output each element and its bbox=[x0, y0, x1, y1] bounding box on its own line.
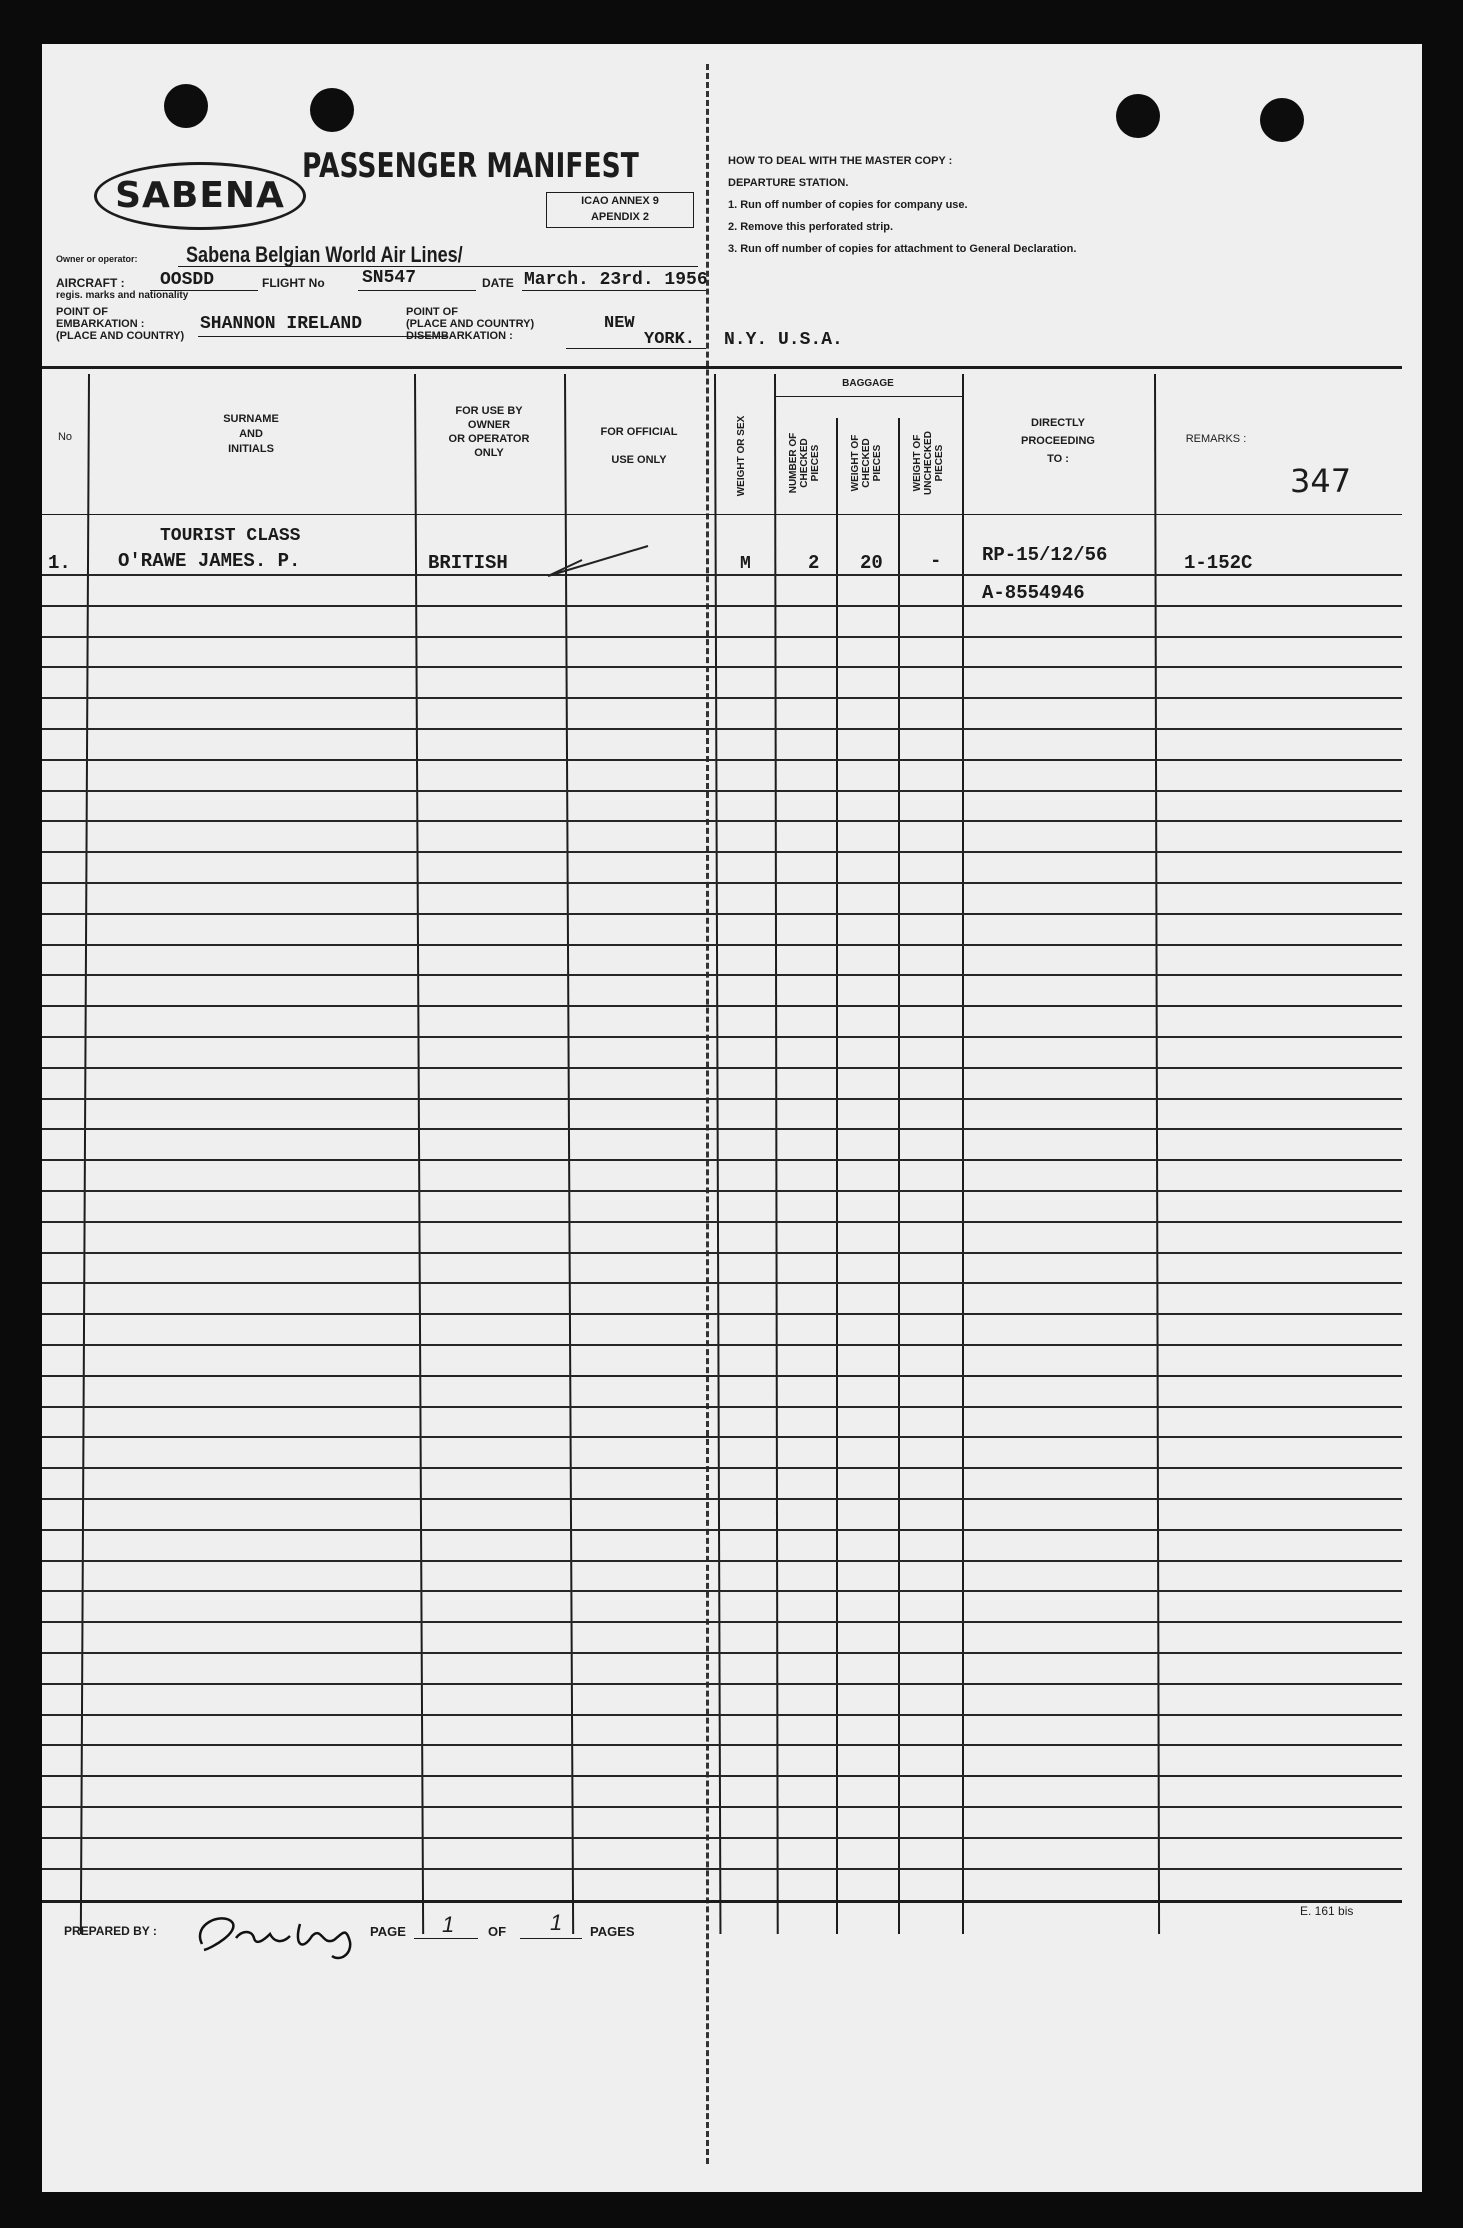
pages-label: PAGES bbox=[590, 1924, 635, 1939]
disembark-label-line: DISEMBARKATION : bbox=[406, 330, 513, 342]
row-rule bbox=[42, 697, 1402, 699]
row-rule bbox=[42, 944, 1402, 946]
row-rule bbox=[42, 913, 1402, 915]
col-header-weight-sex: WEIGHT OR SEX bbox=[736, 415, 747, 497]
sabena-logo: SABENA bbox=[94, 162, 306, 230]
aircraft-value: OOSDD bbox=[160, 270, 215, 290]
row-proceeding-1: RP-15/12/56 bbox=[982, 544, 1108, 566]
row-sex: M bbox=[740, 554, 751, 574]
embark-value: SHANNON IRELAND bbox=[200, 314, 363, 334]
row-rule bbox=[42, 1529, 1402, 1531]
instruction-line: 2. Remove this perforated strip. bbox=[728, 221, 894, 233]
col-header-line: PROCEEDING bbox=[1021, 435, 1095, 447]
instruction-line: HOW TO DEAL WITH THE MASTER COPY : bbox=[728, 155, 953, 167]
table-bottom-line bbox=[42, 1900, 1402, 1903]
row-rule bbox=[42, 666, 1402, 668]
row-rule bbox=[42, 1221, 1402, 1223]
row-rule bbox=[42, 1560, 1402, 1562]
col-header-line: TO : bbox=[1047, 453, 1069, 465]
row-rule bbox=[42, 1590, 1402, 1592]
row-rule bbox=[42, 1467, 1402, 1469]
col-rule bbox=[836, 418, 838, 1934]
instructions bbox=[728, 150, 1076, 260]
col-header-line: UNCHECKED bbox=[923, 431, 934, 495]
flight-underline bbox=[358, 290, 476, 291]
col-header-line: CHECKED bbox=[799, 438, 810, 488]
col-header-line: OR OPERATOR bbox=[448, 433, 530, 445]
flight-value: SN547 bbox=[362, 268, 417, 288]
col-header-line: PIECES bbox=[872, 444, 883, 482]
punch-hole bbox=[1116, 94, 1160, 138]
row-rule bbox=[42, 574, 1402, 576]
manifest-title: PASSENGER MANIFEST bbox=[302, 146, 639, 186]
baggage-rule bbox=[774, 396, 964, 397]
row-rule bbox=[42, 1621, 1402, 1623]
col-header-line: PIECES bbox=[810, 444, 821, 482]
col-rule bbox=[80, 374, 90, 1934]
col-header-line: PIECES bbox=[934, 444, 945, 482]
row-rule bbox=[42, 1652, 1402, 1654]
official-check-mark bbox=[542, 542, 652, 582]
embark-label bbox=[56, 306, 184, 342]
row-remarks: 1-152C bbox=[1184, 552, 1253, 574]
row-name: O'RAWE JAMES. P. bbox=[118, 550, 301, 572]
row-no: 1. bbox=[48, 552, 71, 574]
col-header-line: FOR USE BY bbox=[455, 405, 523, 417]
page-label: PAGE bbox=[370, 1924, 406, 1939]
row-rule bbox=[42, 728, 1402, 730]
row-rule bbox=[42, 882, 1402, 884]
signature bbox=[182, 1904, 372, 1964]
of-label: OF bbox=[488, 1924, 507, 1939]
instruction-line: DEPARTURE STATION. bbox=[728, 177, 849, 189]
row-rule bbox=[42, 1837, 1402, 1839]
owner-label: Owner or operator: bbox=[56, 254, 138, 264]
row-rule bbox=[42, 759, 1402, 761]
row-rule bbox=[42, 1159, 1402, 1161]
row-rule bbox=[42, 1714, 1402, 1716]
owner-underline bbox=[178, 266, 698, 267]
disembark-value-2: YORK. bbox=[644, 330, 696, 349]
form-code: E. 161 bis bbox=[1300, 1904, 1354, 1918]
col-header-line: OWNER bbox=[467, 419, 511, 431]
row-rule bbox=[42, 1683, 1402, 1685]
col-rule bbox=[962, 374, 964, 1934]
owner-value: Sabena Belgian World Air Lines/ bbox=[186, 242, 463, 267]
col-rule bbox=[774, 374, 779, 1934]
col-rule bbox=[414, 374, 424, 1934]
row-rule bbox=[42, 851, 1402, 853]
col-rule bbox=[1154, 374, 1160, 1934]
aircraft-label: AIRCRAFT : bbox=[56, 276, 125, 290]
row-rule bbox=[42, 1436, 1402, 1438]
col-header-line: WEIGHT OF bbox=[850, 434, 861, 492]
row-rule bbox=[42, 1005, 1402, 1007]
instruction-line: 3. Run off number of copies for attachment to General Declaration. bbox=[728, 243, 1077, 255]
total-pages: 1 bbox=[550, 1910, 563, 1935]
row-rule bbox=[42, 1744, 1402, 1746]
col-header-directly bbox=[964, 414, 1152, 468]
icao-box bbox=[546, 192, 694, 228]
date-underline bbox=[522, 290, 706, 291]
col-rule bbox=[898, 418, 900, 1934]
disembark-value-1: NEW bbox=[604, 314, 635, 333]
disembark-label bbox=[406, 306, 534, 342]
class-note: TOURIST CLASS bbox=[160, 526, 301, 546]
row-rule bbox=[42, 636, 1402, 638]
row-num-checked: 2 bbox=[808, 552, 820, 574]
date-label: DATE bbox=[482, 276, 514, 290]
row-rule bbox=[42, 605, 1402, 607]
row-rule bbox=[42, 1128, 1402, 1130]
punch-hole bbox=[1260, 98, 1304, 142]
row-rule bbox=[42, 1775, 1402, 1777]
col-header-surname bbox=[90, 412, 412, 457]
col-rule bbox=[714, 374, 721, 1934]
row-rule bbox=[42, 820, 1402, 822]
total-underline bbox=[520, 1938, 582, 1939]
page-underline bbox=[414, 1938, 478, 1939]
row-nationality: BRITISH bbox=[428, 552, 508, 574]
col-header-line: ONLY bbox=[474, 447, 504, 459]
prepared-by-label: PREPARED BY : bbox=[64, 1924, 157, 1938]
row-rule bbox=[42, 790, 1402, 792]
row-weight-checked: 20 bbox=[860, 552, 883, 574]
manifest-sheet bbox=[42, 44, 1422, 2192]
col-header-baggage: BAGGAGE bbox=[842, 378, 894, 389]
row-rule bbox=[42, 1498, 1402, 1500]
col-header-remarks: REMARKS : bbox=[1185, 433, 1247, 445]
row-rule bbox=[42, 1806, 1402, 1808]
row-rule bbox=[42, 1313, 1402, 1315]
row-rule bbox=[42, 1067, 1402, 1069]
col-header-owner-use bbox=[416, 404, 562, 460]
disembark-label-line: (PLACE AND COUNTRY) bbox=[406, 318, 535, 330]
col-header-line: FOR OFFICIAL bbox=[600, 426, 678, 438]
embark-label-line: EMBARKATION : bbox=[56, 318, 145, 330]
col-header-line: SURNAME bbox=[223, 413, 279, 425]
row-rule bbox=[42, 1190, 1402, 1192]
embark-label-line: POINT OF bbox=[56, 306, 108, 318]
row-rule bbox=[42, 1282, 1402, 1284]
instruction-line: 1. Run off number of copies for company use. bbox=[728, 199, 968, 211]
table-header-line bbox=[42, 514, 1402, 515]
col-header-no: No bbox=[57, 431, 73, 443]
row-proceeding-2: A-8554946 bbox=[982, 582, 1085, 604]
col-header-line: WEIGHT OF bbox=[912, 434, 923, 492]
row-rule bbox=[42, 1344, 1402, 1346]
row-rule bbox=[42, 1036, 1402, 1038]
row-rule bbox=[42, 1375, 1402, 1377]
handwritten-page-number: 347 bbox=[1290, 462, 1352, 500]
col-header-weight-unchecked bbox=[912, 418, 945, 508]
col-rule bbox=[564, 374, 574, 1934]
disembark-label-line: POINT OF bbox=[406, 306, 458, 318]
table-top-line bbox=[42, 366, 1402, 369]
col-header-line: NUMBER OF bbox=[788, 432, 799, 494]
col-header-official bbox=[566, 418, 712, 474]
row-rule bbox=[42, 974, 1402, 976]
col-header-weight-checked bbox=[850, 418, 883, 508]
col-header-line: INITIALS bbox=[228, 443, 274, 455]
col-header-line: CHECKED bbox=[861, 438, 872, 488]
perforation-line bbox=[706, 64, 709, 2164]
disembark-value-3: N.Y. U.S.A. bbox=[724, 330, 843, 350]
punch-hole bbox=[164, 84, 208, 128]
icao-apendix: APENDIX 2 bbox=[590, 211, 650, 223]
row-rule bbox=[42, 1406, 1402, 1408]
row-rule bbox=[42, 1252, 1402, 1254]
row-rule bbox=[42, 1098, 1402, 1100]
icao-annex: ICAO ANNEX 9 bbox=[581, 195, 659, 207]
row-weight-unchecked: - bbox=[930, 550, 942, 572]
row-rule bbox=[42, 1868, 1402, 1870]
col-header-num-checked bbox=[788, 418, 821, 508]
page-number: 1 bbox=[442, 1912, 455, 1937]
punch-hole bbox=[310, 88, 354, 132]
col-header-line: USE ONLY bbox=[611, 454, 667, 466]
embark-label-line: (PLACE AND COUNTRY) bbox=[56, 330, 185, 342]
col-header-line: DIRECTLY bbox=[1031, 417, 1085, 429]
flight-label: FLIGHT No bbox=[262, 276, 325, 290]
col-header-line: AND bbox=[239, 428, 263, 440]
date-value: March. 23rd. 1956 bbox=[524, 270, 708, 290]
regis-label: regis. marks and nationality bbox=[56, 290, 189, 301]
disembark-underline bbox=[566, 348, 706, 349]
